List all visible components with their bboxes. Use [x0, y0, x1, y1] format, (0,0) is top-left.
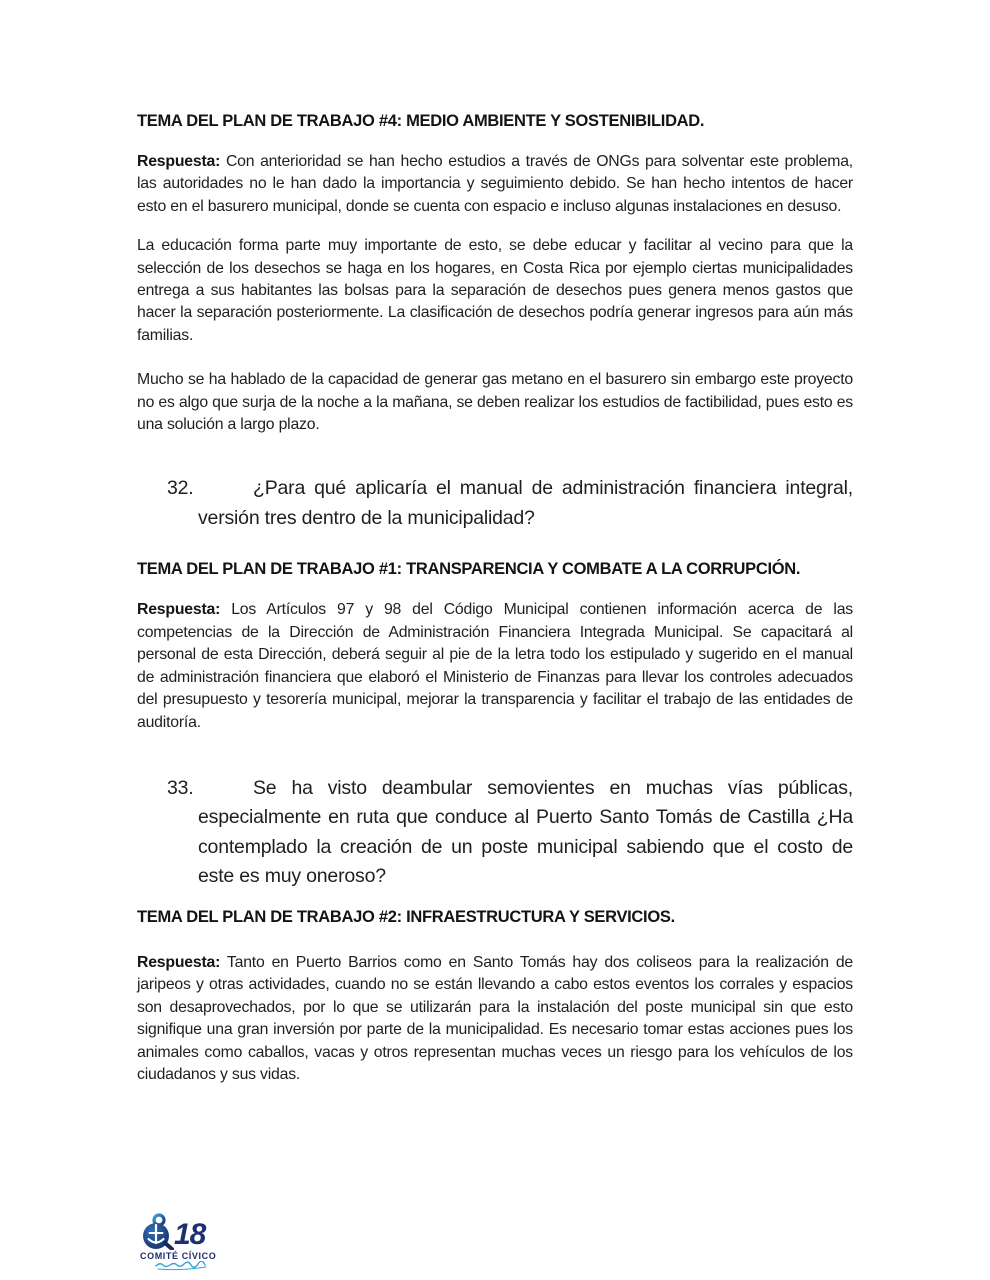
answer-label: Respuesta:	[137, 601, 221, 619]
question-number: 33.	[167, 776, 194, 799]
footer-logo	[140, 1214, 240, 1270]
anchor-in-circle-icon	[140, 1212, 178, 1250]
answer-label: Respuesta:	[137, 153, 221, 170]
body-paragraph-3: Mucho se ha hablado de la capacidad de generar gas metano en el basurero sin embargo este proyecto no es algo que surja de la noche a la mañana, se deben realizar los estudios de factibilidad, pues esto es una solución a largo plazo.	[137, 371, 853, 434]
section-heading-tema-1: TEMA DEL PLAN DE TRABAJO #1: TRANSPARENCIA Y COMBATE A LA CORRUPCIÓN.	[137, 560, 801, 579]
logo-number: 18	[174, 1218, 206, 1251]
answer-text: Los Artículos 97 y 98 del Código Municipal contienen información acerca de las competencias de la Dirección de Administración Financiera Integrada Municipal. Se capacitará al personal de esta Dirección, deberá seguir al pie de la letra todo los estipulado y sugerido en el manual de administración financiera que elaboró el Ministerio de Finanzas para llevar los controles adecuados del presupuesto y tesorería municipal, mejorar la transparencia y facilitar el trabajo de las entidades de auditoría.	[137, 601, 853, 731]
question-item-32	[137, 474, 853, 533]
logo-name: COMITÉ CÍVICO	[140, 1251, 217, 1261]
answer-paragraph-3	[137, 952, 853, 1086]
question-text: ¿Para qué aplicaría el manual de administración financiera integral, versión tres dentro de la municipalidad?	[198, 477, 853, 529]
section-heading-tema-4: TEMA DEL PLAN DE TRABAJO #4: MEDIO AMBIENTE Y SOSTENIBILIDAD.	[137, 112, 705, 130]
answer-paragraph-1	[137, 151, 853, 218]
question-number: 32.	[167, 477, 194, 500]
question-item-33	[137, 774, 853, 892]
answer-text: Con anterioridad se han hecho estudios a través de ONGs para solventar este problema, las autoridades no le han dado la importancia y seguimiento debido. Se han hecho intentos de hacer esto en el basurero municipal, donde se cuenta con espacio e incluso algunas instalaciones en desuso.	[137, 153, 853, 215]
answer-paragraph-2	[137, 599, 853, 733]
logo-tagline-flourish	[154, 1261, 210, 1271]
question-text: Se ha visto deambular semovientes en muchas vías públicas, especialmente en ruta que conduce al Puerto Santo Tomás de Castilla ¿Ha contemplado la creación de un poste municipal sabiendo que el costo de este es muy oneroso?	[198, 776, 853, 888]
answer-text: Tanto en Puerto Barrios como en Santo Tomás hay dos coliseos para la realización de jaripeos y otras actividades, cuando no se están llevando a cabo estos eventos los corrales y espacios son desaprovechados, por lo que se utilizarán para la instalación del poste municipal sin que esto signifique una gran inversión por parte de la municipalidad. Es necesario tomar estas acciones pues los animales como caballos, vacas y otros representan muchas veces un riesgo para los vehículos de los ciudadanos y sus vidas.	[137, 953, 853, 1083]
answer-label: Respuesta:	[137, 953, 221, 971]
body-paragraph-2: La educación forma parte muy importante de esto, se debe educar y facilitar al vecino para que la selección de los desechos se haga en los hogares, en Costa Rica por ejemplo ciertas municipalidades entrega a sus habitantes las bolsas para la separación de desechos pues genera menos gastos que hacer la separación posteriormente. La clasificación de desechos podría generar ingresos para aún más familias.	[137, 237, 853, 344]
section-heading-tema-2: TEMA DEL PLAN DE TRABAJO #2: INFRAESTRUCTURA Y SERVICIOS.	[137, 907, 675, 926]
